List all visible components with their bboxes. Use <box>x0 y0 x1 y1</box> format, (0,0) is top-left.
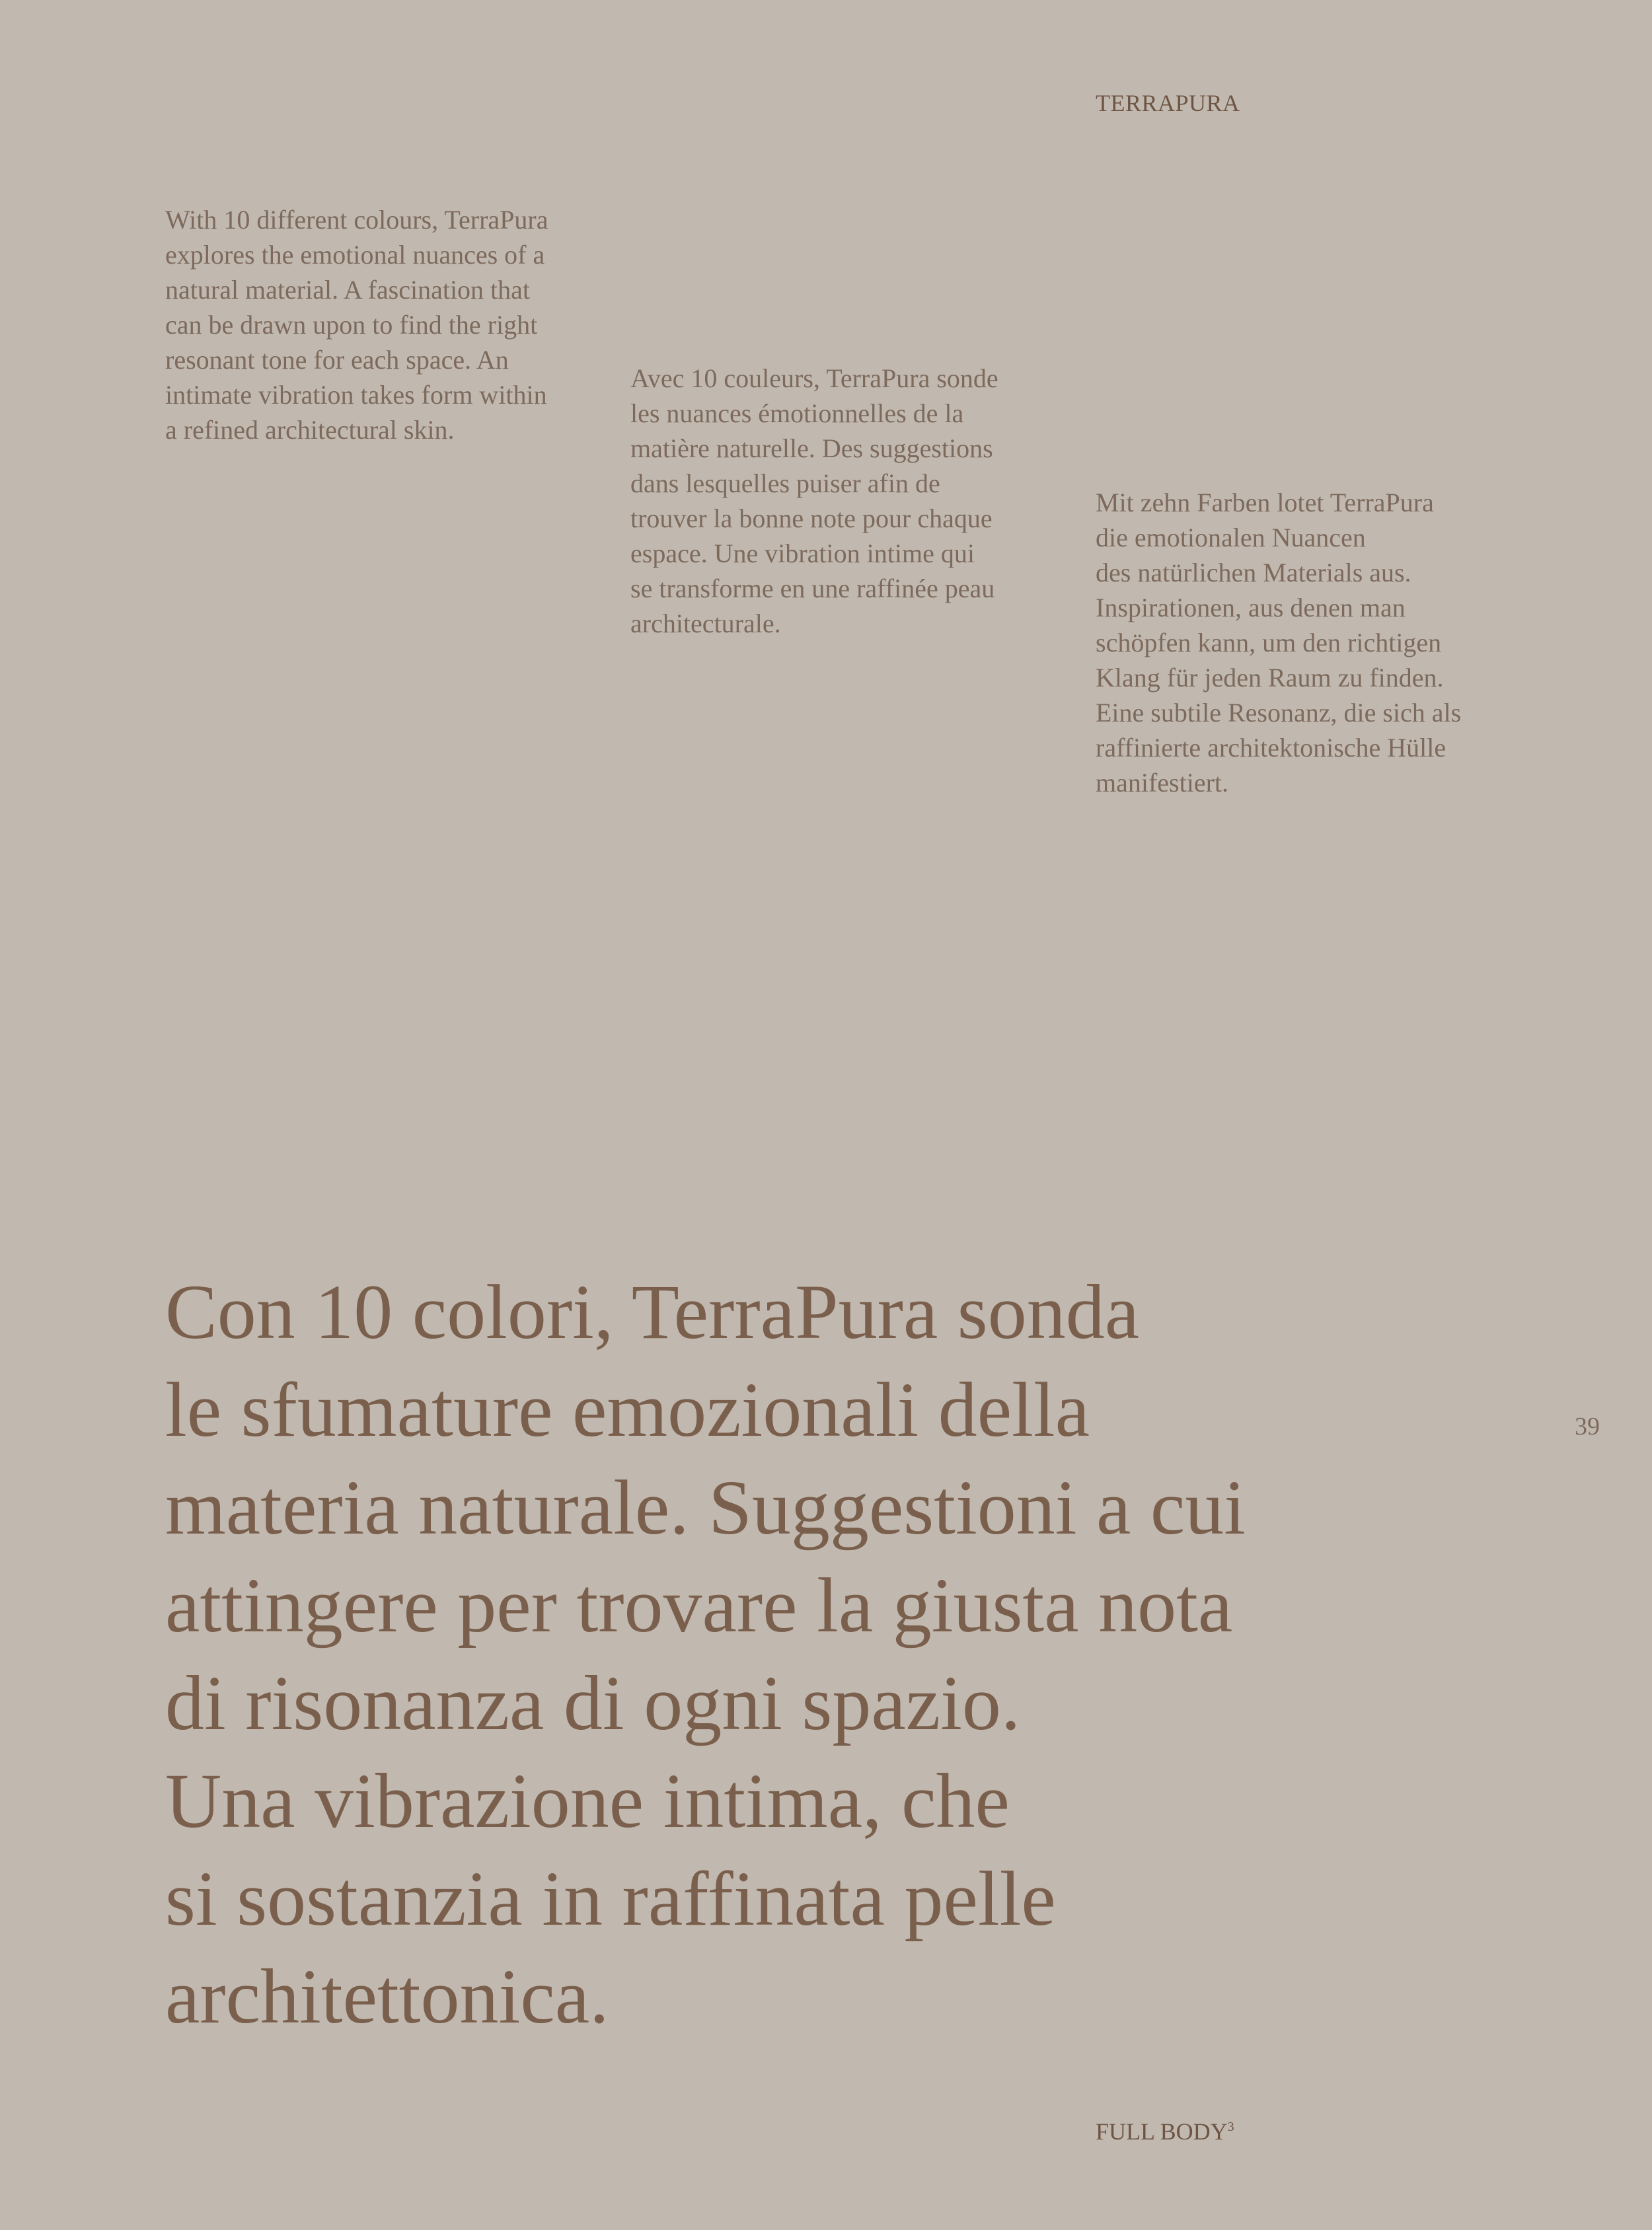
english-text-line: can be drawn upon to find the right <box>165 310 538 340</box>
lead-text-line: le sfumature emozionali della <box>165 1366 1090 1453</box>
english-text-line: With 10 different colours, TerraPura <box>165 205 548 235</box>
german-text-line: schöpfen kann, um den richtigen <box>1096 628 1442 657</box>
italian-lead-text <box>165 1263 1355 2046</box>
french-text-line: architecturale. <box>630 609 781 638</box>
lead-text-line: Con 10 colori, TerraPura sonda <box>165 1269 1140 1355</box>
german-text-column <box>1096 485 1532 800</box>
footer-label: FULL BODY <box>1096 2118 1228 2145</box>
french-text-line: les nuances émotionnelles de la <box>630 398 964 428</box>
page-number: 39 <box>1575 1413 1600 1440</box>
german-text-line: Inspirationen, aus denen man <box>1096 593 1406 622</box>
lead-text-line: materia naturale. Suggestioni a cui <box>165 1464 1246 1551</box>
lead-text-line: Una vibrazione intima, che <box>165 1758 1010 1844</box>
english-text-line: natural material. A fascination that <box>165 275 531 305</box>
german-text-line: Eine subtile Resonanz, die sich als <box>1096 698 1462 727</box>
english-text-line: explores the emotional nuances of a <box>165 240 545 270</box>
french-text-line: espace. Une vibration intime qui <box>630 539 975 568</box>
english-text-line: intimate vibration takes form within <box>165 380 547 410</box>
english-text-line: a refined architectural skin. <box>165 415 455 445</box>
german-text-line: Mit zehn Farben lotet TerraPura <box>1096 488 1434 517</box>
french-text-line: trouver la bonne note pour chaque <box>630 503 993 533</box>
german-text-line: des natürlichen Materials aus. <box>1096 558 1411 587</box>
french-text-line: dans lesquelles puiser afin de <box>630 468 940 498</box>
lead-text-line: si sostanzia in raffinata pelle <box>165 1855 1056 1942</box>
brand-title: TERRAPURA <box>1096 90 1240 116</box>
english-text-column <box>165 202 601 447</box>
lead-text-line: architettonica. <box>165 1953 609 2040</box>
footer-superscript: 3 <box>1227 2120 1234 2134</box>
german-text-line: Klang für jeden Raum zu finden. <box>1096 663 1444 692</box>
lead-text-line: di risonanza di ogni spazio. <box>165 1660 1021 1746</box>
french-text-column <box>630 361 1067 641</box>
lead-text-line: attingere per trovare la giusta nota <box>165 1562 1233 1649</box>
french-text-line: se transforme en une raffinée peau <box>630 574 995 603</box>
english-text-line: resonant tone for each space. An <box>165 345 509 375</box>
french-text-line: Avec 10 couleurs, TerraPura sonde <box>630 363 998 393</box>
french-text-line: matière naturelle. Des suggestions <box>630 433 993 463</box>
german-text-line: manifestiert. <box>1096 768 1229 798</box>
german-text-line: die emotionalen Nuancen <box>1096 523 1366 552</box>
footer-collection-name <box>1096 2120 1234 2143</box>
german-text-line: raffinierte architektonische Hülle <box>1096 733 1446 762</box>
